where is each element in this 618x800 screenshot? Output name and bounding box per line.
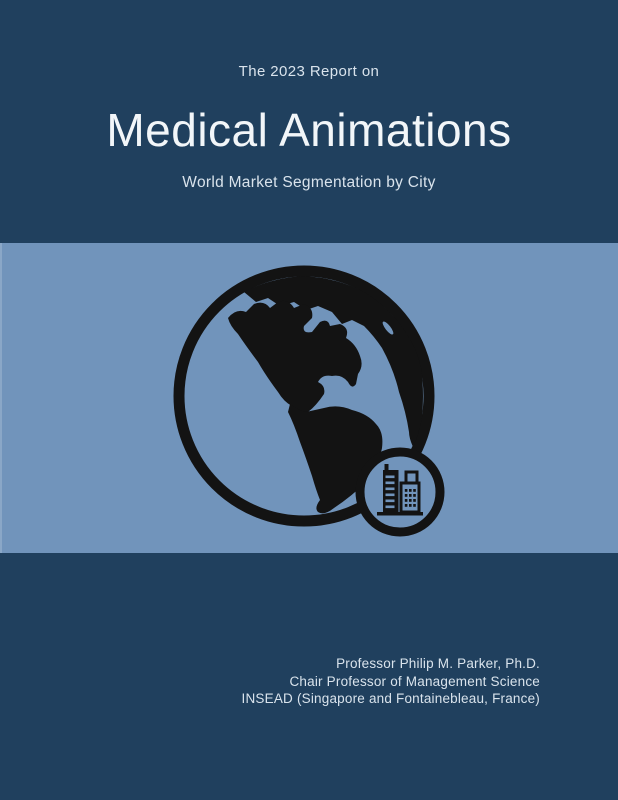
author-role: Chair Professor of Management Science	[289, 673, 540, 689]
report-kicker: The 2023 Report on	[238, 63, 380, 80]
author-name: Professor Philip M. Parker, Ph.D.	[336, 656, 540, 671]
report-subtitle: World Market Segmentation by City	[182, 174, 436, 191]
report-title: Medical Animations	[106, 104, 512, 156]
author-block	[242, 655, 540, 708]
globe-americas-icon	[166, 262, 456, 547]
author-institution: INSEAD (Singapore and Fontainebleau, France)	[241, 691, 540, 706]
city-buildings-icon	[360, 452, 440, 532]
